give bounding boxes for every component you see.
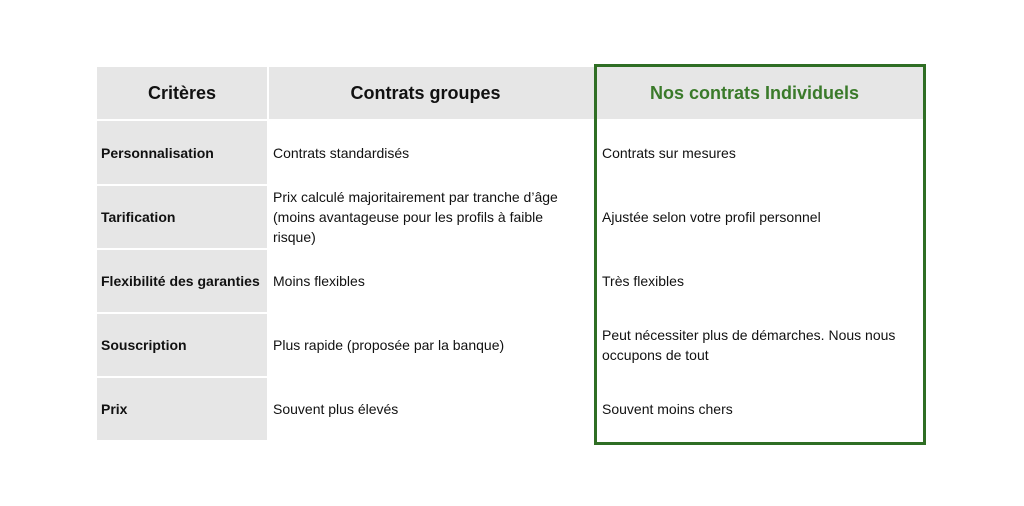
table-row (97, 378, 923, 440)
row-criterion: Personnalisation (97, 121, 269, 184)
row-group-value: Moins flexibles (273, 273, 365, 289)
row-criterion: Tarification (97, 186, 269, 248)
row-group-value: Souvent plus élevés (273, 401, 399, 417)
row-individual-value: Peut nécessiter plus de démarches. Nous nous occupons de tout (602, 327, 896, 363)
row-individual-value: Ajustée selon votre profil personnel (602, 209, 821, 225)
row-group-value: Prix calculé majoritairement par tranche d’âge (moins avantageuse pour les profils à faible risque) (273, 189, 558, 245)
row-group-value: Contrats standardisés (273, 144, 410, 161)
comparison-table (97, 67, 923, 440)
row-individual-value: Contrats sur mesures (602, 144, 736, 161)
header-individual-contracts: Nos contrats Individuels (596, 67, 923, 119)
table-row (97, 186, 923, 250)
row-individual-value: Souvent moins chers (602, 401, 733, 417)
row-criterion: Flexibilité des garanties (97, 250, 269, 312)
table-row (97, 314, 923, 378)
row-criterion: Souscription (97, 314, 269, 376)
row-criterion: Prix (97, 378, 269, 440)
table-header-row (97, 67, 923, 121)
table-row (97, 121, 923, 186)
header-group-contracts: Contrats groupes (269, 67, 596, 119)
table-row (97, 250, 923, 314)
row-group-value: Plus rapide (proposée par la banque) (273, 337, 505, 353)
header-criteria: Critères (97, 67, 269, 119)
row-individual-value: Très flexibles (602, 273, 684, 289)
